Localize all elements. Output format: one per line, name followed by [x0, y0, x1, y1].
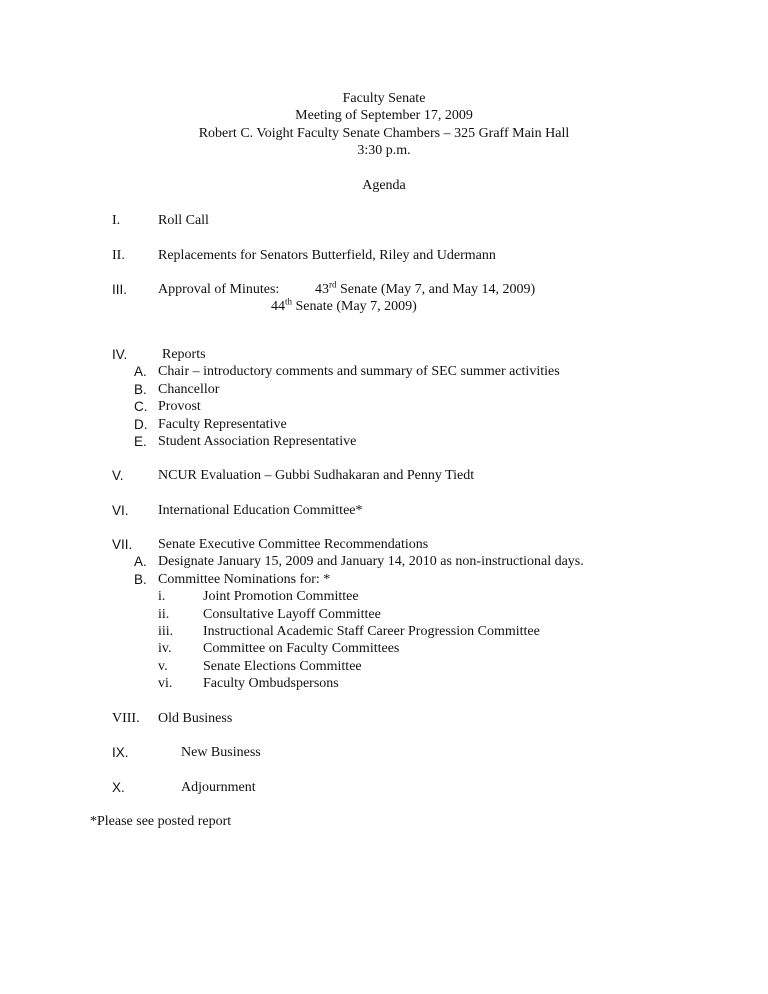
nomination-item: vi. Faculty Ombudspersons [158, 676, 339, 692]
header-time: 3:30 p.m. [357, 143, 411, 159]
minutes-44th-senate: 44th Senate (May 7, 2009) [271, 296, 417, 315]
item-label: International Education Committee* [158, 503, 363, 518]
item-number: I. [112, 213, 121, 228]
header-title: Faculty Senate [342, 91, 426, 106]
list-item: D. Faculty Representative [134, 416, 287, 432]
item-number: III. [112, 282, 128, 297]
agenda-item-international-education [0, 502, 768, 519]
footnote: *Please see posted report [90, 814, 232, 829]
item-label: Roll Call [158, 213, 209, 228]
nomination-item: i. Joint Promotion Committee [158, 589, 359, 605]
item-label: Replacements for Senators Butterfield, Riley and Udermann [158, 248, 496, 263]
document-header [0, 90, 768, 160]
list-item: B. Chancellor [134, 381, 220, 397]
item-number: IX. [112, 745, 129, 760]
agenda-item-roll-call [0, 212, 768, 229]
item-label: Senate Executive Committee Recommendations [158, 537, 429, 552]
minutes-43rd-senate: 43rd Senate (May 7, and May 14, 2009) [315, 279, 536, 297]
agenda-title: Agenda [362, 178, 406, 193]
item-label: Adjournment [181, 780, 256, 795]
agenda-item-adjournment [0, 779, 768, 796]
agenda-item-reports [0, 346, 768, 450]
header-location: Robert C. Voight Faculty Senate Chambers – 325 Graff Main Hall [198, 125, 570, 141]
nomination-item: iii. Instructional Academic Staff Career Progression Committee [158, 623, 540, 639]
item-number: IV. [112, 347, 128, 362]
list-item: C. Provost [134, 399, 201, 415]
item-number: VI. [112, 503, 129, 518]
agenda-item-replacements [0, 247, 768, 264]
item-label: New Business [181, 745, 261, 760]
item-label: Reports [162, 347, 206, 362]
item-number: VII. [112, 537, 133, 552]
nomination-item: iv. Committee on Faculty Committees [158, 641, 400, 657]
list-item: E. Student Association Representative [134, 433, 357, 449]
agenda-item-new-business [0, 744, 768, 761]
item-number: II. [112, 248, 125, 263]
item-number: X. [112, 780, 125, 795]
agenda-item-approval-of-minutes [0, 281, 768, 316]
list-item: A. Designate January 15, 2009 and January 14, 2010 as non-instructional days. [134, 554, 584, 570]
item-label: Old Business [158, 711, 233, 726]
nomination-item: v. Senate Elections Committee [158, 658, 362, 674]
agenda-item-ncur-evaluation [0, 467, 768, 484]
nomination-item: ii. Consultative Layoff Committee [158, 606, 381, 622]
item-label: NCUR Evaluation – Gubbi Sudhakaran and Penny Tiedt [158, 468, 475, 483]
list-item: A. Chair – introductory comments and summary of SEC summer activities [134, 364, 560, 380]
list-item: B. Committee Nominations for: * [134, 571, 331, 587]
agenda-item-sec-recommendations [0, 536, 768, 693]
item-number: V. [112, 468, 124, 483]
header-meeting-date: Meeting of September 17, 2009 [295, 108, 473, 124]
item-label: Approval of Minutes: [158, 282, 280, 297]
item-number: VIII. [112, 711, 140, 726]
agenda-item-old-business [0, 710, 768, 727]
